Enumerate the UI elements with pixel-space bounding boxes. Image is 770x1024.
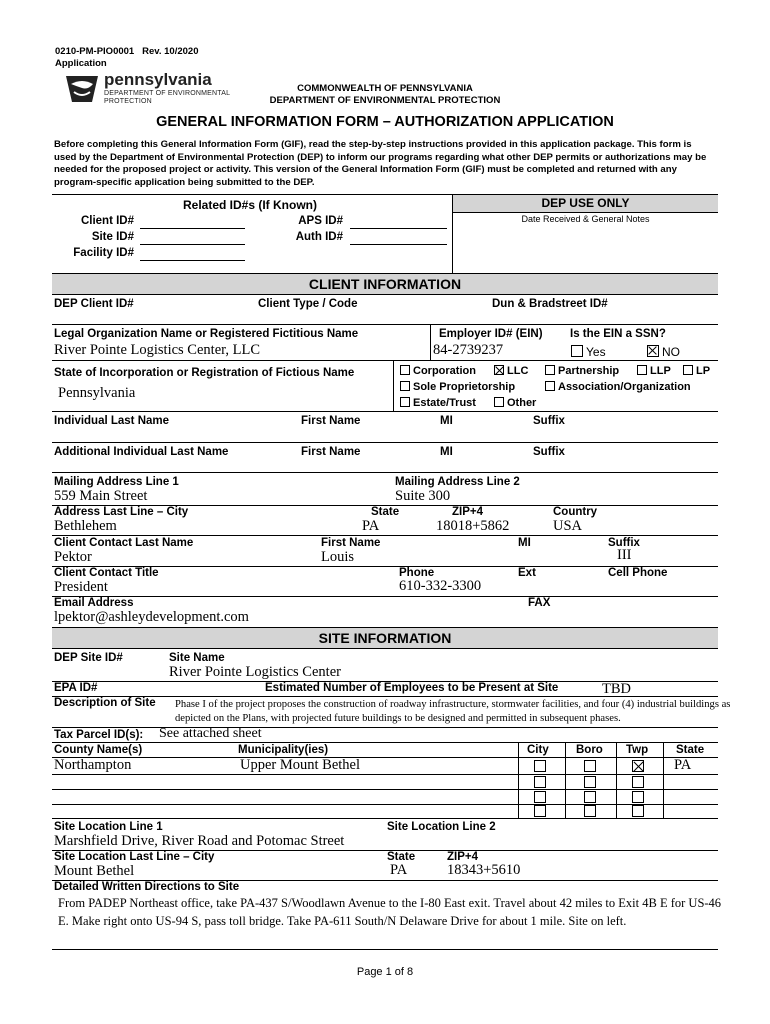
page-number: Page 1 of 8 (356, 966, 414, 978)
additional-suffix-label: Suffix (533, 446, 565, 458)
ssn-question: Is the EIN a SSN? (570, 328, 666, 340)
loc-state-label: State (387, 851, 416, 863)
zip-field[interactable]: 18018+5862 (436, 518, 510, 534)
contact-mi-label: MI (518, 537, 531, 549)
row4-boro-checkbox[interactable] (584, 805, 596, 817)
form-code: 0210-PM-PIO0001 Rev. 10/2020 (55, 46, 199, 57)
ein-field[interactable]: 84-2739237 (433, 342, 504, 358)
client-id-label: Client ID# (80, 215, 134, 227)
row2-twp-checkbox[interactable] (632, 776, 644, 788)
contact-first-label: First Name (321, 537, 381, 549)
row1-city-checkbox[interactable] (534, 760, 546, 772)
epa-id-label: EPA ID# (54, 682, 98, 694)
contact-last-label: Client Contact Last Name (54, 537, 194, 549)
legal-name-field[interactable]: River Pointe Logistics Center, LLC (54, 342, 261, 358)
ssn-yes-checkbox[interactable]: Yes (571, 345, 606, 359)
additional-mi-label: MI (440, 446, 453, 458)
mail2-field[interactable]: Suite 300 (395, 488, 451, 504)
client-id-input[interactable] (140, 213, 245, 229)
type-llp-checkbox[interactable]: LLP (637, 365, 671, 377)
row1-twp-checkbox[interactable] (632, 760, 644, 772)
state-inc-field[interactable]: Pennsylvania (58, 385, 136, 401)
mail1-label: Mailing Address Line 1 (54, 476, 179, 488)
zip-label: ZIP+4 (452, 506, 484, 518)
row4-twp-checkbox[interactable] (632, 805, 644, 817)
loc-state-field[interactable]: PA (390, 862, 408, 878)
legal-name-label: Legal Organization Name or Registered Fictitious Name (54, 328, 359, 340)
description-label: Description of Site (54, 697, 156, 709)
employees-label: Estimated Number of Employees to be Present at Site (265, 682, 559, 694)
form-type: Application (55, 58, 107, 69)
state-label: State (371, 506, 400, 518)
ssn-no-checkbox[interactable]: NO (647, 345, 680, 359)
type-lp-checkbox[interactable]: LP (683, 365, 710, 377)
mail1-field[interactable]: 559 Main Street (54, 488, 148, 504)
state-field[interactable]: PA (362, 518, 380, 534)
site-id-label: Site ID# (91, 231, 134, 243)
phone-field[interactable]: 610-332-3300 (399, 578, 482, 594)
aps-id-label: APS ID# (298, 215, 343, 227)
state-inc-label: State of Incorporation or Registration of Fictious Name (54, 367, 355, 379)
type-llc-checkbox[interactable]: LLC (494, 365, 528, 377)
individual-suffix-label: Suffix (533, 415, 565, 427)
row2-boro-checkbox[interactable] (584, 776, 596, 788)
row1-boro-checkbox[interactable] (584, 760, 596, 772)
site-id-input[interactable] (140, 229, 245, 245)
county-field[interactable]: Northampton (54, 757, 132, 773)
city-field[interactable]: Bethlehem (54, 518, 117, 534)
description-field[interactable]: Phase I of the project proposes the construction of roadway infrastructure, stormwater facilities, and four (4) industrial buildings as depicted on the Plans, with projected future buildings to be designed and permitted in subsequent phases. (175, 699, 731, 724)
contact-suffix-field[interactable]: III (617, 547, 632, 563)
client-type-label: Client Type / Code (258, 298, 358, 310)
boro-col-header: Boro (576, 744, 603, 756)
additional-last-label: Additional Individual Last Name (54, 446, 229, 458)
country-field[interactable]: USA (553, 518, 583, 534)
tax-parcel-field[interactable]: See attached sheet (159, 726, 262, 741)
intro-paragraph: Before completing this General Information Form (GIF), read the step-by-step instructions provided in this application package. This form is used by the Department of Environmental Protection (DEP) to inform our programs regarding what other DEP permits or authorizations may be needed for the proposed project or activity. This version of the General Information Form (GIF) must be completed and returned with any program-specific application being submitted to the DEP. (54, 139, 707, 188)
row3-boro-checkbox[interactable] (584, 791, 596, 803)
contact-last-field[interactable]: Pektor (54, 549, 92, 565)
dep-use-note: Date Received & General Notes (521, 214, 650, 224)
ein-label: Employer ID# (EIN) (439, 328, 543, 340)
phone-label: Phone (399, 567, 435, 579)
loc-zip-label: ZIP+4 (447, 851, 479, 863)
logo-dept: DEPARTMENT OF ENVIRONMENTAL PROTECTION (104, 90, 231, 105)
loc1-label: Site Location Line 1 (54, 821, 163, 833)
state-col-header: State (676, 744, 705, 756)
email-field[interactable]: lpektor@ashleydevelopment.com (54, 609, 249, 625)
individual-first-label: First Name (301, 415, 361, 427)
additional-first-label: First Name (301, 446, 361, 458)
contact-title-label: Client Contact Title (54, 567, 159, 579)
ext-label: Ext (518, 567, 536, 579)
city-col-header: City (527, 744, 549, 756)
row3-city-checkbox[interactable] (534, 791, 546, 803)
tax-parcel-label: Tax Parcel ID(s): (54, 729, 144, 741)
city-label: Address Last Line – City (54, 506, 189, 518)
duns-label: Dun & Bradstreet ID# (492, 298, 608, 310)
individual-last-label: Individual Last Name (54, 415, 170, 427)
dep-site-id-label: DEP Site ID# (54, 652, 123, 664)
auth-id-input[interactable] (350, 229, 447, 245)
row3-twp-checkbox[interactable] (632, 791, 644, 803)
type-other-checkbox[interactable]: Other (494, 397, 536, 409)
muni-state-field[interactable]: PA (674, 757, 692, 773)
dep-client-id-label: DEP Client ID# (54, 298, 134, 310)
contact-title-field[interactable]: President (54, 579, 108, 595)
loc-zip-field[interactable]: 18343+5610 (447, 862, 521, 878)
loc2-label: Site Location Line 2 (387, 821, 496, 833)
page-title: GENERAL INFORMATION FORM – AUTHORIZATION APPLICATION (156, 114, 614, 130)
county-col-header: County Name(s) (54, 744, 143, 756)
facility-id-input[interactable] (140, 245, 245, 261)
loc-city-label: Site Location Last Line – City (54, 851, 215, 863)
fax-label: FAX (528, 597, 551, 609)
type-partnership-checkbox[interactable]: Partnership (545, 365, 619, 377)
type-sole-prop-checkbox[interactable]: Sole Proprietorship (400, 381, 515, 393)
employees-field[interactable]: TBD (602, 681, 631, 697)
dep-use-header: DEP USE ONLY (453, 195, 718, 213)
type-corporation-checkbox[interactable]: Corporation (400, 365, 476, 377)
row4-city-checkbox[interactable] (534, 805, 546, 817)
contact-suffix-label: Suffix (608, 537, 640, 549)
auth-id-label: Auth ID# (295, 231, 343, 243)
individual-mi-label: MI (440, 415, 453, 427)
cell-phone-label: Cell Phone (608, 567, 668, 579)
mail2-label: Mailing Address Line 2 (395, 476, 520, 488)
aps-id-input[interactable] (350, 213, 447, 229)
directions-field[interactable]: From PADEP Northeast office, take PA-437 S/Woodlawn Avenue to the I-80 East exit. Travel about 42 miles to Exit 4B E for US-46 E. Make right onto US-94 S, pass toll bridge. Take PA-611 South/N Delaware Drive for about 1 mile. Site on left. (58, 896, 722, 928)
facility-id-label: Facility ID# (73, 247, 134, 259)
type-estate-trust-checkbox[interactable]: Estate/Trust (400, 397, 476, 409)
site-section-header: SITE INFORMATION (52, 627, 718, 649)
related-ids-heading: Related ID#s (If Known) (182, 198, 317, 212)
municipality-field[interactable]: Upper Mount Bethel (240, 757, 361, 773)
row2-city-checkbox[interactable] (534, 776, 546, 788)
email-label: Email Address (54, 597, 134, 609)
dep-logo (62, 72, 232, 108)
loc-city-field[interactable]: Mount Bethel (54, 863, 135, 879)
twp-col-header: Twp (626, 744, 649, 756)
site-name-field[interactable]: River Pointe Logistics Center (169, 664, 341, 680)
keystone-logo-icon (62, 72, 102, 106)
type-association-checkbox[interactable]: Association/Organization (545, 381, 691, 393)
directions-label: Detailed Written Directions to Site (54, 881, 240, 893)
municipality-col-header: Municipality(ies) (238, 744, 329, 756)
site-name-label: Site Name (169, 652, 225, 664)
country-label: Country (553, 506, 598, 518)
agency-header: COMMONWEALTH OF PENNSYLVANIA DEPARTMENT OF ENVIRONMENTAL PROTECTION (269, 83, 501, 106)
contact-first-field[interactable]: Louis (321, 549, 355, 565)
logo-wordmark: pennsylvania (104, 70, 212, 89)
client-section-header: CLIENT INFORMATION (52, 273, 718, 295)
loc1-field[interactable]: Marshfield Drive, River Road and Potomac Street (54, 833, 345, 849)
